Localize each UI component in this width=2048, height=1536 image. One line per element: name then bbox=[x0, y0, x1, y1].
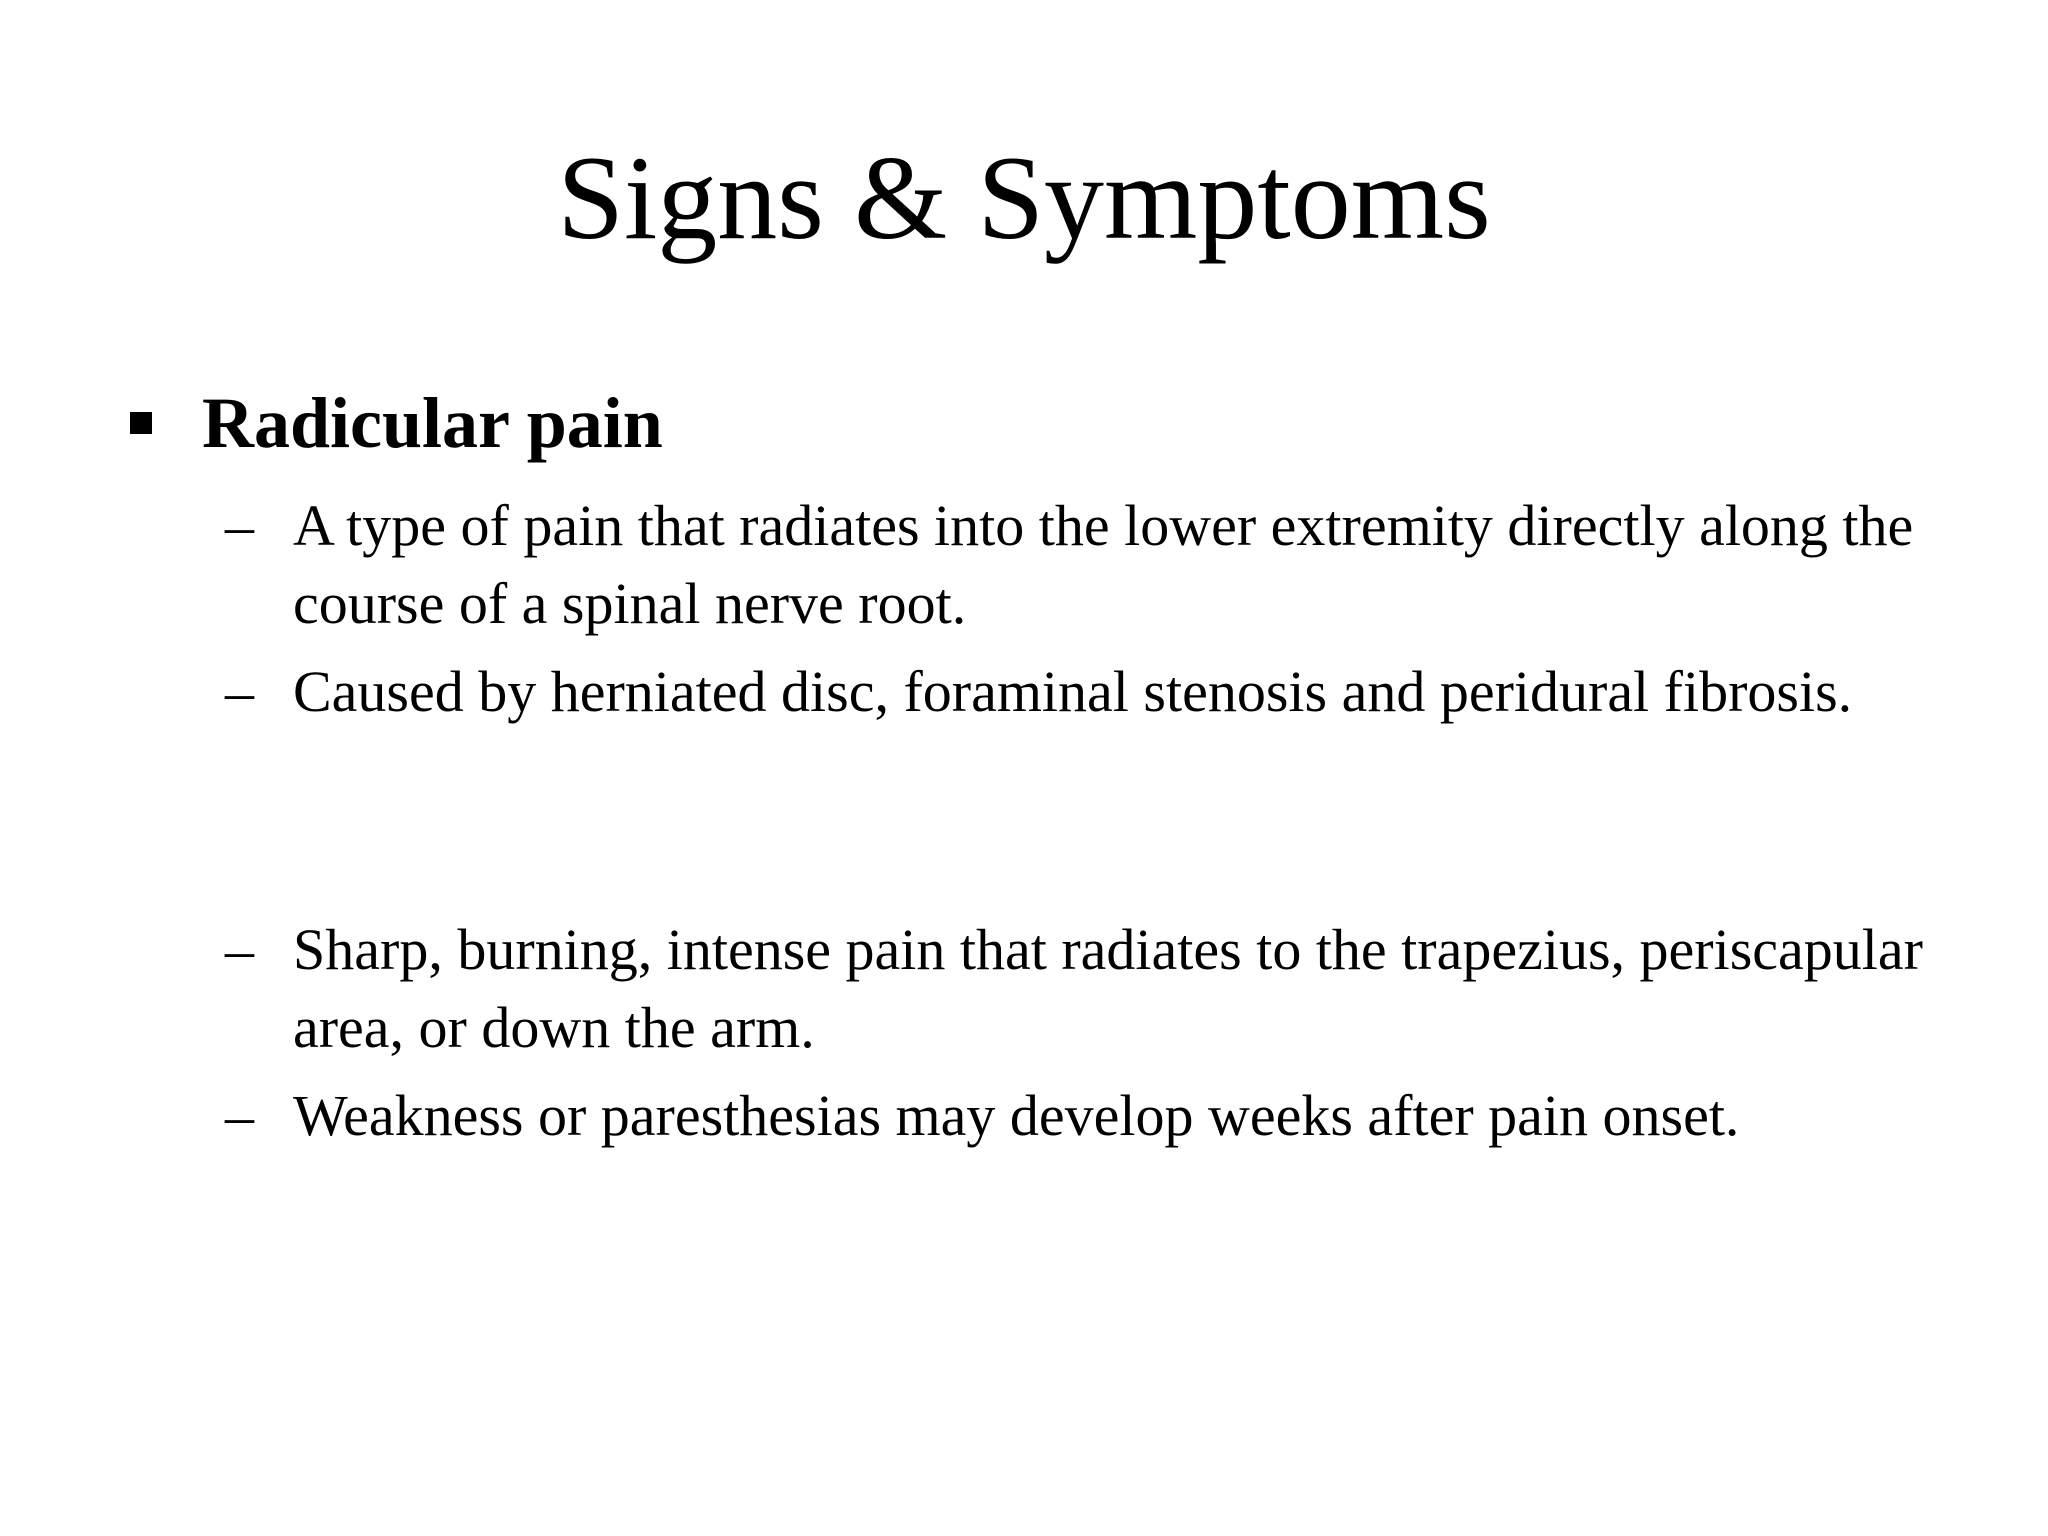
dash-bullet-icon: – bbox=[225, 493, 254, 558]
sub-list-definition bbox=[225, 487, 1985, 731]
sub-item-text: Caused by herniated disc, foraminal stenosis and peridural fibrosis. bbox=[293, 659, 1853, 724]
sub-item-definition bbox=[225, 487, 1985, 643]
sub-item-weakness bbox=[225, 1077, 1985, 1155]
sub-item-pain-description bbox=[225, 911, 1985, 1067]
square-bullet-icon bbox=[130, 412, 152, 434]
sub-item-causes bbox=[225, 653, 1985, 731]
slide-title: Signs & Symptoms bbox=[557, 131, 1491, 264]
dash-bullet-icon: – bbox=[225, 917, 254, 982]
bullet-label: Radicular pain bbox=[202, 383, 663, 463]
dash-bullet-icon: – bbox=[225, 1083, 254, 1148]
sub-item-text: Sharp, burning, intense pain that radiates to the trapezius, periscapular area, or down the arm. bbox=[293, 917, 1923, 1060]
sub-list-symptoms bbox=[225, 911, 1985, 1155]
bullet-radicular-pain bbox=[130, 378, 1930, 468]
sub-item-text: Weakness or paresthesias may develop weeks after pain onset. bbox=[293, 1083, 1740, 1148]
dash-bullet-icon: – bbox=[225, 659, 254, 724]
sub-item-text: A type of pain that radiates into the lower extremity directly along the course of a spinal nerve root. bbox=[293, 493, 1914, 636]
